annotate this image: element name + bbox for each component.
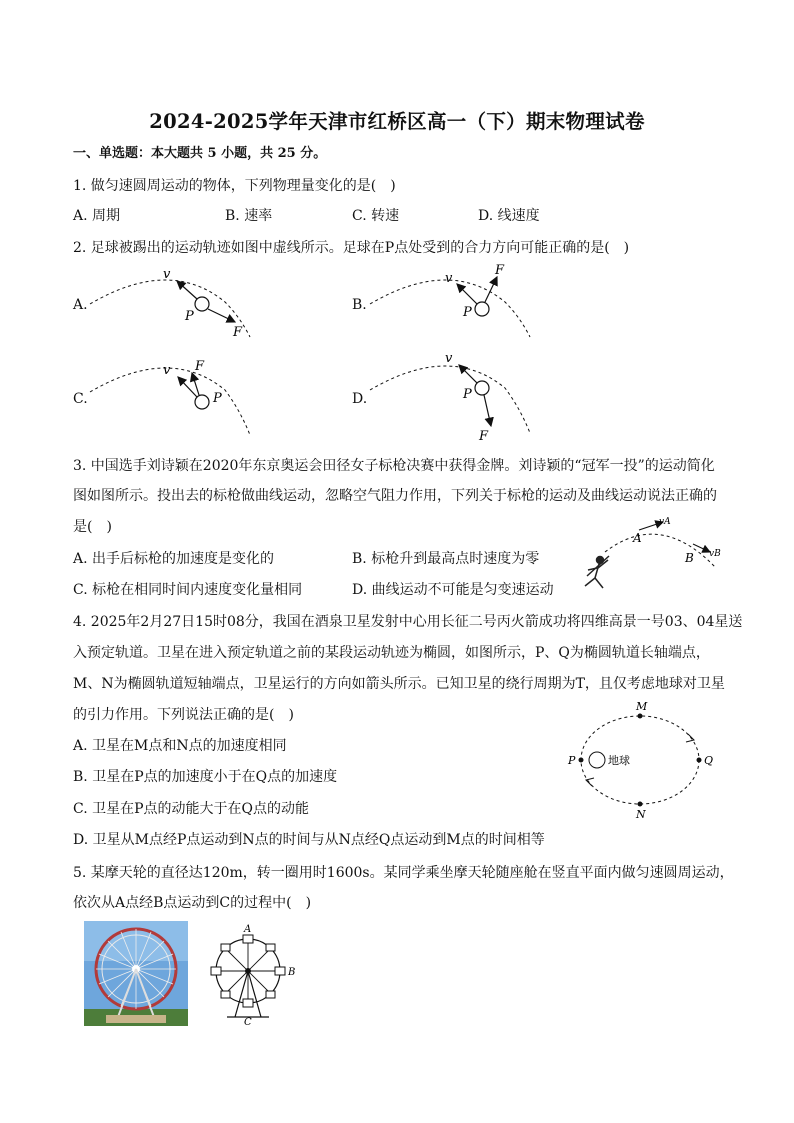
q1-option-a[interactable]: A. 周期 [73, 208, 121, 224]
q3-option-c[interactable]: C. 标枪在相同时间内速度变化量相同 [73, 582, 303, 598]
fig-label-v: v [445, 351, 453, 366]
athlete-icon [585, 556, 609, 588]
q4-option-c[interactable]: C. 卫星在P点的动能大于在Q点的动能 [73, 801, 310, 817]
q1-option-b[interactable]: B. 速率 [225, 208, 273, 224]
fig-label-v: v [163, 267, 171, 282]
q2-option-b[interactable]: B. [352, 297, 367, 313]
q5-stem-line-2: 依次从A点经B点运动到C的过程中( ) [73, 895, 312, 911]
q3-stem-line-1: 3. 中国选手刘诗颖在2020年东京奥运会田径女子标枪决赛中获得金牌。刘诗颖的“冠军一投”的运动简化 [73, 458, 715, 474]
fig-label-f: F [479, 429, 489, 443]
q4-option-d[interactable]: D. 卫星从M点经P点运动到N点的时间与从N点经Q点运动到M点的时间相等 [73, 832, 545, 848]
q4-stem-line-1: 4. 2025年2月27日15时08分，我国在酒泉卫星发射中心用长征二号丙火箭成功将四维高景一号03、04星送 [73, 614, 743, 630]
q2-option-a[interactable]: A. [73, 297, 88, 313]
q4-orbit-figure [560, 700, 720, 820]
fig-label-b: B [288, 967, 296, 978]
q3-option-d[interactable]: D. 曲线运动不可能是匀变速运动 [352, 582, 554, 598]
fig-label-f: F [495, 263, 505, 278]
fig-label-f: F [195, 359, 205, 374]
fig-label-v: v [163, 363, 171, 378]
fig-label-b: B [685, 551, 694, 565]
q4-option-a[interactable]: A. 卫星在M点和N点的加速度相同 [73, 738, 287, 754]
q4-stem-line-2: 入预定轨道。卫星在进入预定轨道之前的某段运动轨迹为椭圆，如图所示，P、Q为椭圆轨道长轴端点， [73, 645, 710, 661]
fig-label-p: P [463, 305, 472, 320]
q4-option-b[interactable]: B. 卫星在P点的加速度小于在Q点的加速度 [73, 769, 338, 785]
q2-figure-b [365, 262, 565, 342]
fig-label-n: N [636, 808, 646, 820]
q3-option-b[interactable]: B. 标枪升到最高点时速度为零 [352, 551, 540, 567]
q3-stem-line-2: 图如图所示。投出去的标枪做曲线运动，忽略空气阻力作用，下列关于标枪的运动及曲线运动说法正确的 [73, 488, 717, 504]
fig-label-f: F [233, 325, 243, 340]
fig-label-p: P [568, 754, 576, 767]
q1-stem: 1. 做匀速圆周运动的物体，下列物理量变化的是( ) [73, 178, 396, 194]
fig-label-c: C [244, 1017, 252, 1026]
q2-option-c[interactable]: C. [73, 391, 88, 407]
q2-option-d[interactable]: D. [352, 391, 368, 407]
fig-label-p: P [185, 309, 194, 324]
fig-label-p: P [463, 387, 472, 402]
fig-label-a: A [633, 531, 642, 545]
fig-label-vb: vB [709, 549, 721, 559]
q2-stem: 2. 足球被踢出的运动轨迹如图中虚线所示。足球在P点处受到的合力方向可能正确的是( ) [73, 240, 630, 256]
q4-stem-line-4: 的引力作用。下列说法正确的是( ) [73, 707, 294, 723]
q2-figure-c [85, 350, 285, 440]
fig-label-earth: 地球 [608, 754, 630, 767]
fig-label-va: vA [659, 517, 671, 527]
ferris-wheel-photo [84, 921, 188, 1026]
q5-stem-line-1: 5. 某摩天轮的直径达120m，转一圈用时1600s。某同学乘坐摩天轮随座舱在竖直平面内做匀速圆周运动， [73, 865, 734, 881]
fig-label-q: Q [704, 754, 714, 767]
fig-label-v: v [445, 271, 453, 286]
earth-icon [589, 752, 605, 768]
q1-option-c[interactable]: C. 转速 [352, 208, 400, 224]
q3-javelin-figure [575, 512, 725, 594]
q2-figure-a [85, 262, 285, 342]
section-heading: 一、单选题：本大题共 5 小题，共 25 分。 [73, 146, 327, 161]
q3-option-a[interactable]: A. 出手后标枪的加速度是变化的 [73, 551, 275, 567]
q1-option-d[interactable]: D. 线速度 [478, 208, 540, 224]
q2-figure-d [365, 348, 565, 443]
exam-title: 2024-2025学年天津市红桥区高一（下）期末物理试卷 [149, 110, 645, 133]
q3-stem-line-3: 是( ) [73, 519, 112, 535]
ferris-wheel-diagram [205, 921, 305, 1026]
fig-label-a: A [244, 924, 252, 935]
q4-stem-line-3: M、N为椭圆轨道短轴端点，卫星运行的方向如箭头所示。已知卫星的绕行周期为T，且仅考虑地球对卫星 [73, 676, 725, 692]
fig-label-m: M [636, 700, 648, 713]
fig-label-p: P [213, 391, 222, 406]
